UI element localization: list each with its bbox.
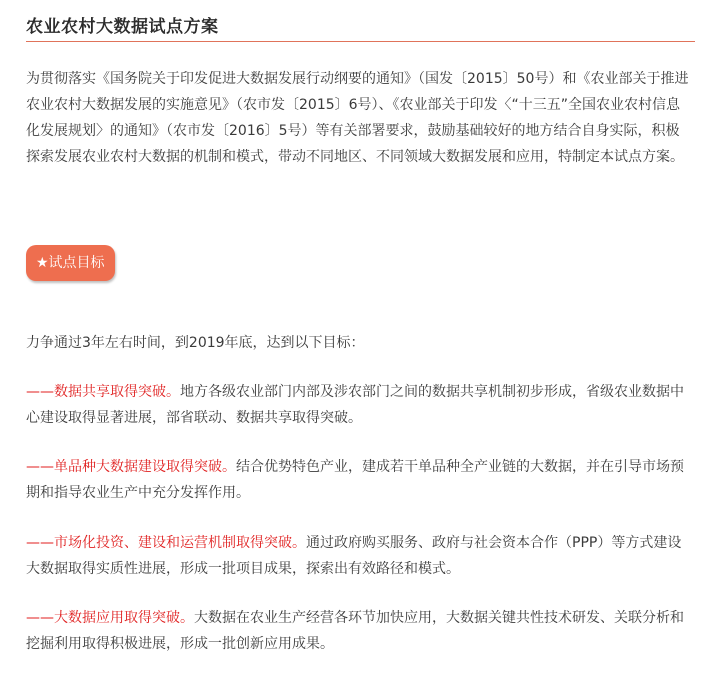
goal-heading: ——单品种大数据建设取得突破。 (26, 459, 236, 475)
goal-body: 通过政府购买服务、政府与社会资本合作（PPP）等方式建设大数据取得实质性进展，形成一批项目成果，探索出有效路径和模式。 (26, 535, 682, 577)
goal-body: 结合优势特色产业，建成若干单品种全产业链的大数据，并在引导市场预期和指导农业生产中充分发挥作用。 (26, 459, 684, 501)
goal-item-data-sharing (26, 379, 692, 431)
goal-body: 大数据在农业生产经营各环节加快应用，大数据关键共性技术研发、关联分析和挖掘利用取得积极进展，形成一批创新应用成果。 (26, 610, 684, 652)
goal-heading: ——大数据应用取得突破。 (26, 610, 194, 626)
goal-item-single-variety (26, 454, 692, 506)
section-badge-goals: ★试点目标 (26, 245, 115, 281)
title-divider (26, 41, 695, 42)
intro-paragraph: 为贯彻落实《国务院关于印发促进大数据发展行动纲要的通知》（国发〔2015〕50号）和《农业部关于推进农业农村大数据发展的实施意见》（农市发〔2015〕6号）、《农业部关于印发〈“十三五”全国农业农村信息化发展规划〉的通知》（农市发〔2016〕5号）等有关部署要求，鼓励基础较好的地方结合自身实际，积极探索发展农业农村大数据的机制和模式，带动不同地区、不同领域大数据发展和应用，特制定本试点方案。 (26, 71, 689, 165)
goals-lead-paragraph: 力争通过3年左右时间，到2019年底，达到以下目标： (26, 335, 365, 351)
goal-heading: ——数据共享取得突破。 (26, 384, 180, 400)
goal-item-market-mechanism (26, 530, 692, 582)
goal-item-big-data-application (26, 605, 692, 657)
goal-heading: ——市场化投资、建设和运营机制取得突破。 (26, 535, 306, 551)
goal-body: 地方各级农业部门内部及涉农部门之间的数据共享机制初步形成，省级农业数据中心建设取得显著进展，部省联动、数据共享取得突破。 (26, 384, 684, 426)
page-title: 农业农村大数据试点方案 (26, 17, 219, 37)
